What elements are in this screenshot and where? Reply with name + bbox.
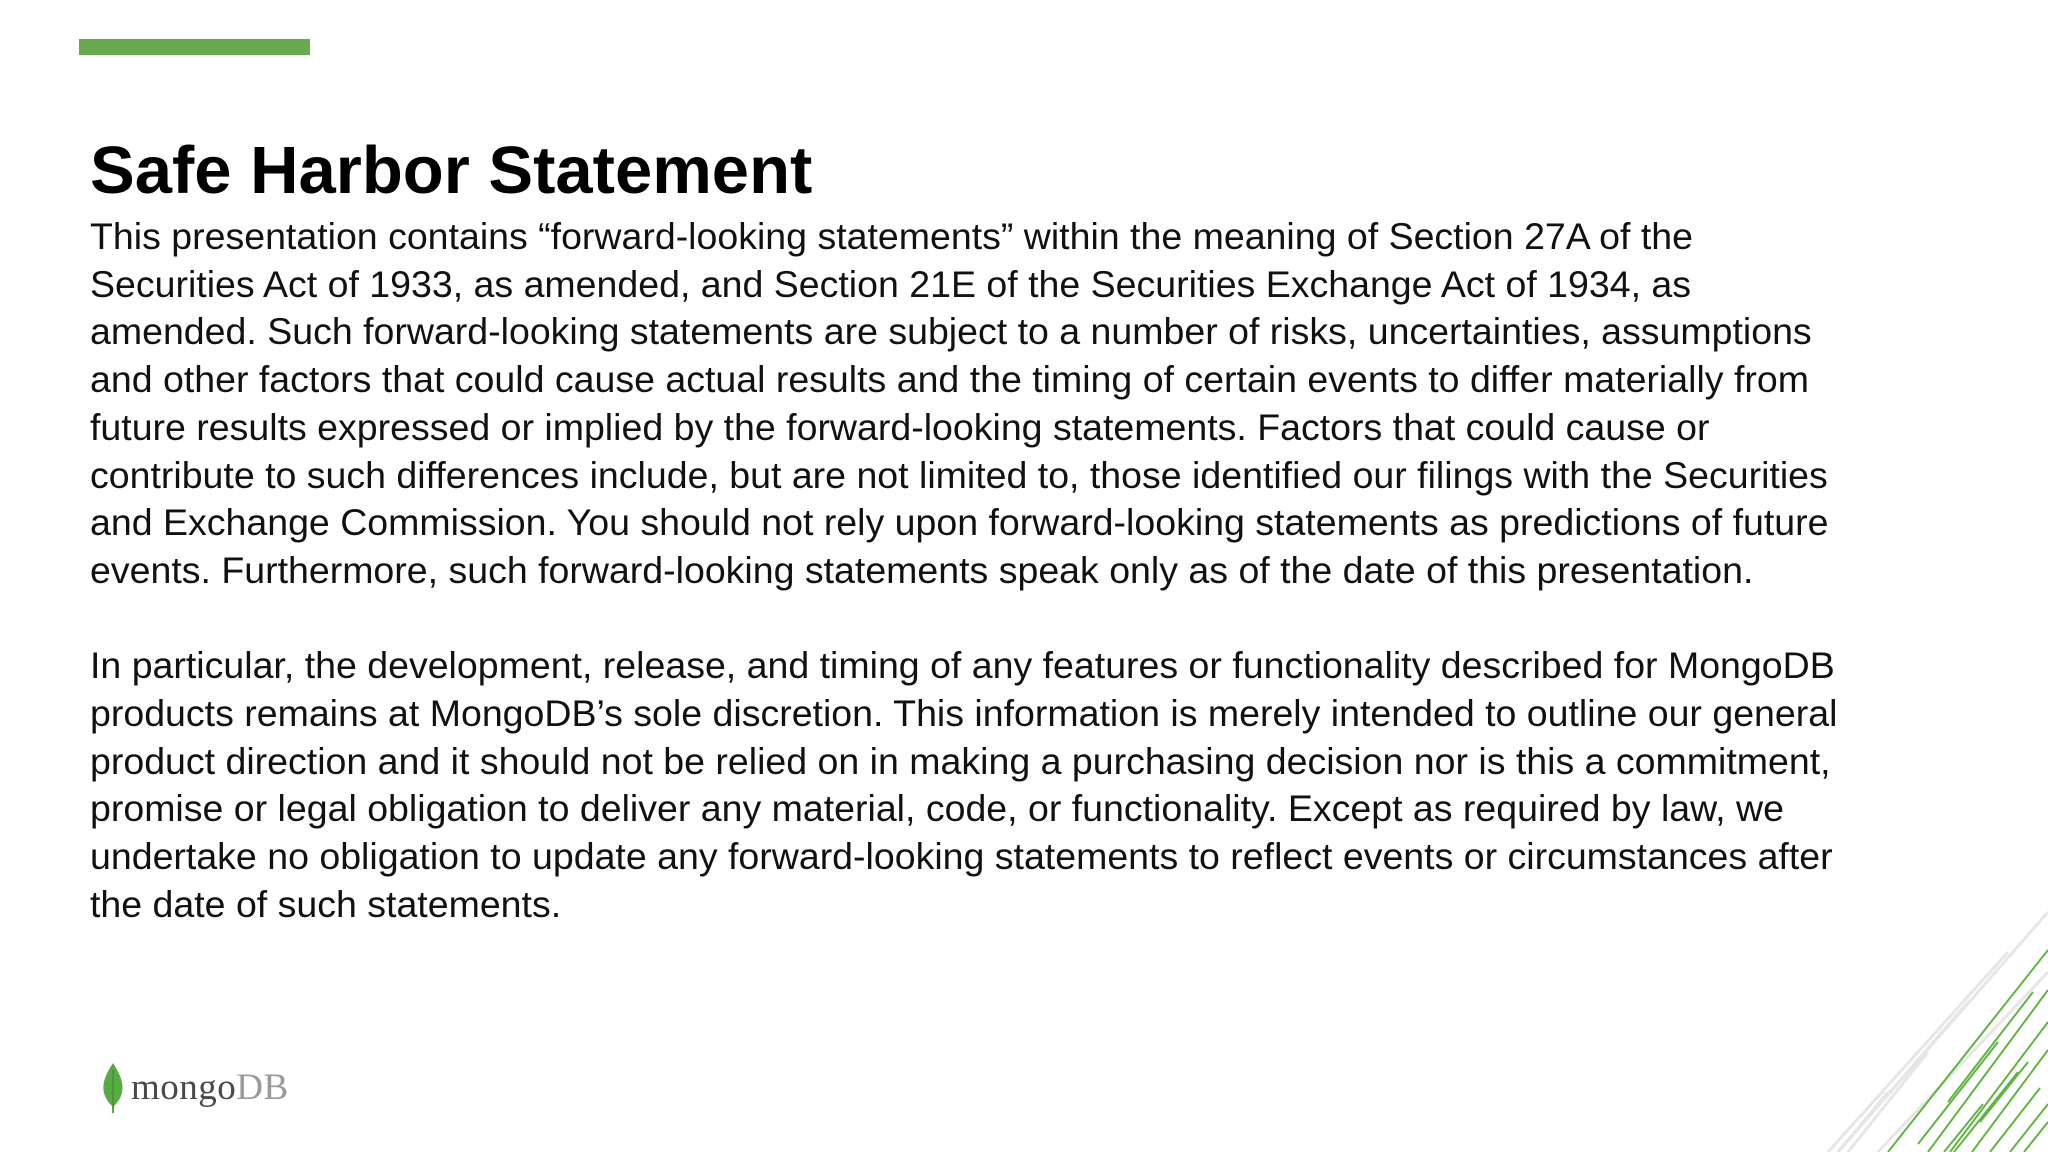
decorative-stripe xyxy=(1918,1042,1998,1144)
text-line: Securities Act of 1933, as amended, and Section 21E of the Securities Exchange Act of 1934, as xyxy=(90,262,1692,305)
text-line: the date of such statements. xyxy=(90,882,562,925)
slide-title: Safe Harbor Statement xyxy=(90,133,813,208)
text-line: product direction and it should not be relied on in making a purchasing decision nor is this a commitment, xyxy=(90,739,1831,782)
text-line: promise or legal obligation to deliver any material, code, or functionality. Except as required by law, we xyxy=(90,787,1784,830)
text-line: contribute to such differences include, but are not limited to, those identified our filings with the Securities xyxy=(90,453,1828,496)
mongodb-logo xyxy=(101,1060,289,1116)
text-line: products remains at MongoDB’s sole discretion. This information is merely intended to outline our general xyxy=(90,692,1838,735)
accent-bar xyxy=(79,39,310,55)
text-line: and Exchange Commission. You should not rely upon forward-looking statements as predictions of future xyxy=(90,501,1829,544)
decorative-stripe-faint xyxy=(1838,1092,1888,1152)
text-line: amended. Such forward-looking statements are subject to a number of risks, uncertainties, assumptions xyxy=(90,310,1812,353)
decorative-stripe-faint xyxy=(1848,1052,1928,1152)
text-line: events. Furthermore, such forward-looking statements speak only as of the date of this presentation. xyxy=(90,548,1754,591)
logo-word-mongo: mongo xyxy=(131,1067,237,1108)
text-line: undertake no obligation to update any forward-looking statements to reflect events or circumstances after xyxy=(90,835,1833,878)
decorative-stripe xyxy=(1954,1072,2018,1152)
logo-word-db: DB xyxy=(236,1067,289,1108)
slide-body xyxy=(90,213,1970,929)
decorative-stripe-faint xyxy=(1878,972,2048,1152)
paragraph-forward-looking xyxy=(90,213,1970,595)
leaf-icon xyxy=(101,1062,125,1114)
diagonal-stripes-decoration xyxy=(1588,872,2048,1152)
text-line: This presentation contains “forward-looking statements” within the meaning of Section 27A of the xyxy=(90,215,1693,257)
text-line: future results expressed or implied by the forward-looking statements. Factors that could cause or xyxy=(90,405,1710,448)
text-line: and other factors that could cause actual results and the timing of certain events to differ materially from xyxy=(90,358,1809,401)
text-line: In particular, the development, release, and timing of any features or functionality described for MongoDB xyxy=(90,644,1835,687)
logo-wordmark xyxy=(131,1068,289,1108)
decorative-stripe xyxy=(1950,1022,2048,1152)
decorative-stripe xyxy=(2024,1122,2048,1152)
